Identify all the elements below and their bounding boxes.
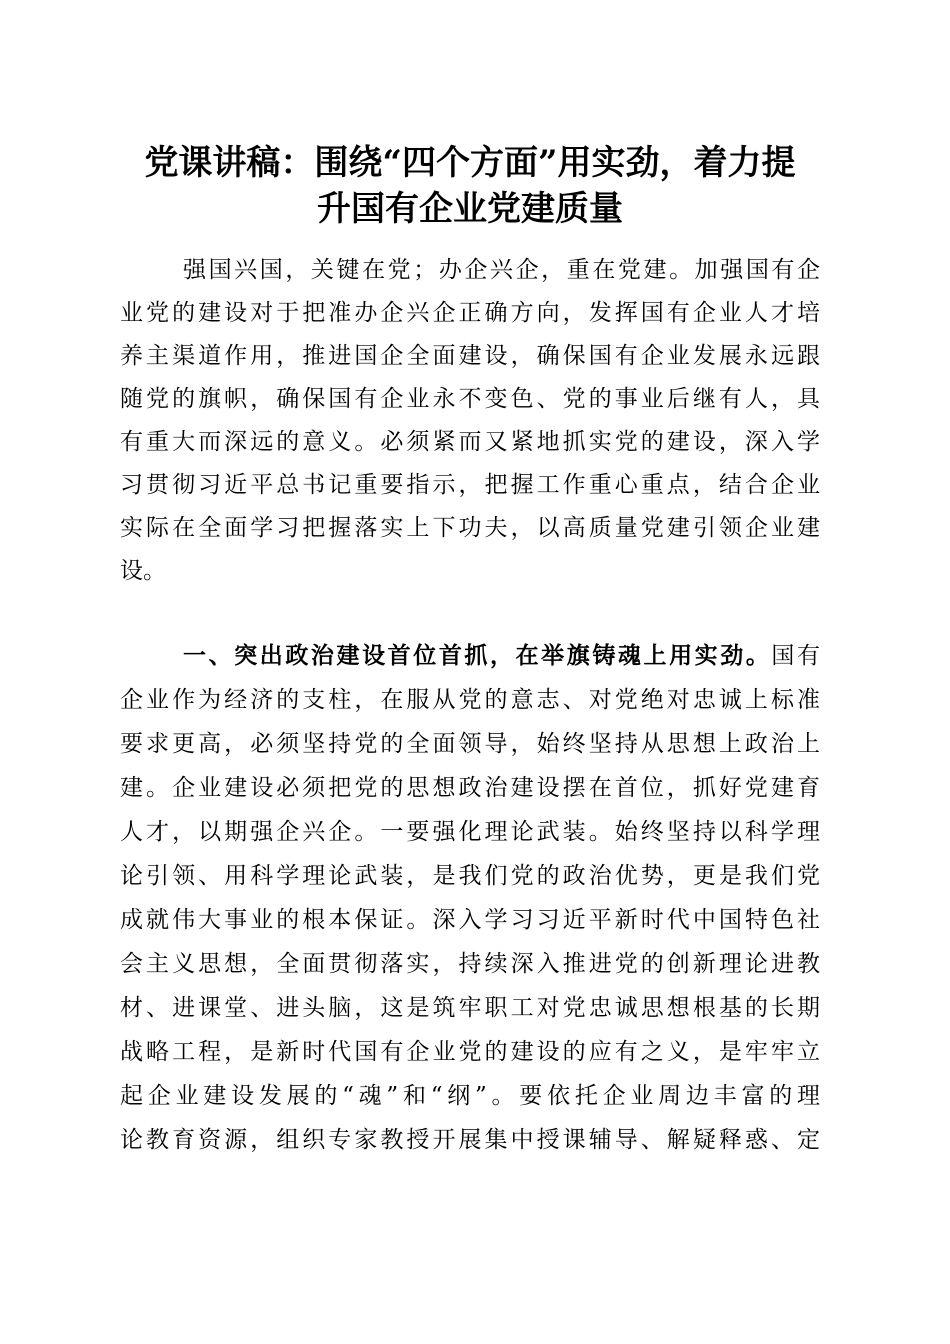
paragraph-line: 设。 [120,558,166,584]
paragraph-line: 要求更高，必须坚持党的全面领导，始终坚持从思想上政治上 [120,731,820,757]
paragraph-line: 建。企业建设必须把党的思想政治建设摆在首位，抓好党建育 [120,775,820,801]
paragraph-line: 论教育资源，组织专家教授开展集中授课辅导、解疑释惑、定 [120,1127,820,1153]
paragraph-line: 材、进课堂、进头脑，这是筑牢职工对党忠诚思想根基的长期 [120,995,820,1021]
paragraph-line: 会主义思想，全面贯彻落实，持续深入推进党的创新理论进教 [120,951,820,977]
paragraph-line: 人才，以期强企兴企。一要强化理论武装。始终坚持以科学理 [120,819,820,845]
paragraph-line: 实际在全面学习把握落实上下功夫，以高质量党建引领企业建 [120,515,820,541]
paragraph-line [120,641,820,671]
paragraph-line: 强国兴国，关键在党；办企兴企，重在党建。加强国有企 [183,257,820,283]
paragraph-line: 习贯彻习近平总书记重要指示，把握工作重心重点，结合企业 [120,472,820,498]
paragraph-line: 有重大而深远的意义。必须紧而又紧地抓实党的建设，深入学 [120,429,820,455]
paragraph-line: 养主渠道作用，推进国企全面建设，确保国有企业发展永远跟 [120,343,820,369]
title-line: 升国有企业党建质量 [317,189,623,229]
paragraph-text: 国有 [771,643,821,669]
title-line: 党课讲稿：围绕“四个方面”用实劲，着力提 [144,143,796,183]
paragraph-line: 起企业建设发展的“魂”和“纲”。要依托企业周边丰富的理 [120,1083,820,1109]
paragraph-line: 战略工程，是新时代国有企业党的建设的应有之义，是牢牢立 [120,1039,820,1065]
paragraph-line: 随党的旗帜，确保国有企业永不变色、党的事业后继有人，具 [120,386,820,412]
section-heading: 一、突出政治建设首位首抓，在举旗铸魂上用实劲。 [183,642,772,669]
paragraph-line: 论引领、用科学理论武装，是我们党的政治优势，更是我们党 [120,863,820,889]
paragraph-line: 业党的建设对于把准办企兴企正确方向，发挥国有企业人才培 [120,300,820,326]
paragraph-line: 企业作为经济的支柱，在服从党的意志、对党绝对忠诚上标准 [120,687,820,713]
paragraph-line: 成就伟大事业的根本保证。深入学习习近平新时代中国特色社 [120,907,820,933]
